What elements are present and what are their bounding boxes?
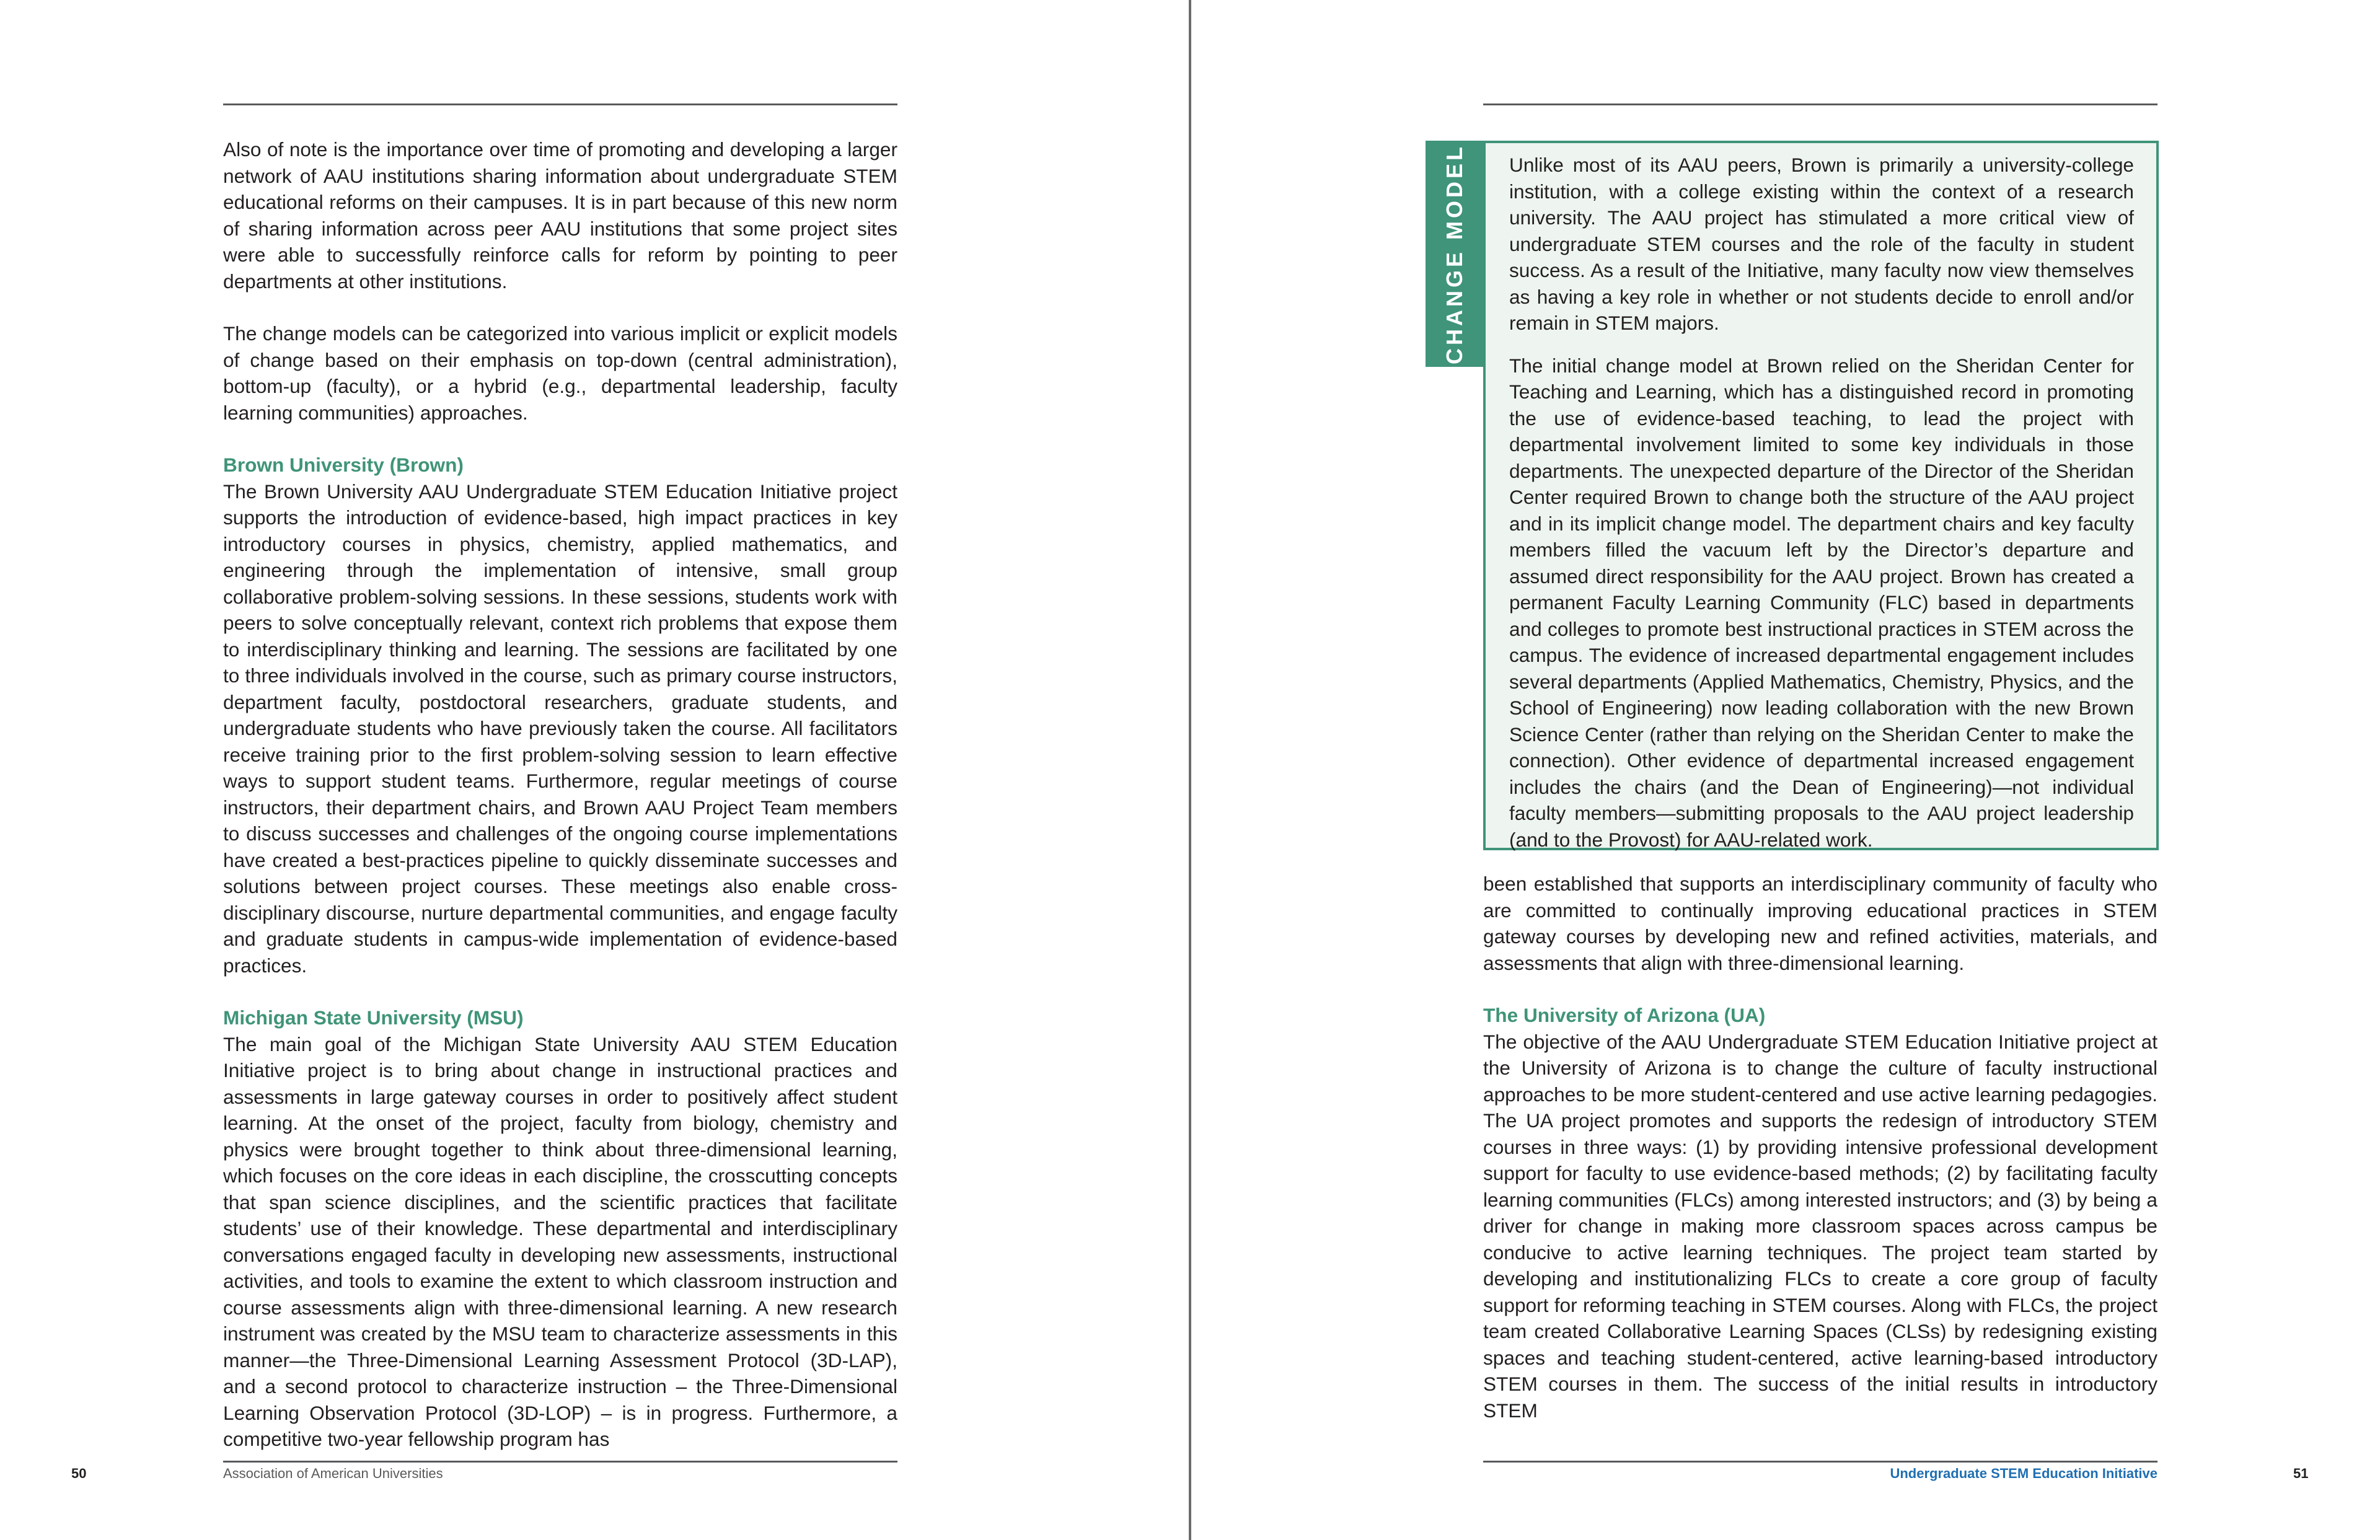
change-model-tab-label: CHANGE MODEL xyxy=(1441,143,1467,364)
page-number-left: 50 xyxy=(71,1466,87,1481)
header-rule-right xyxy=(1483,103,2157,105)
ua-heading: The University of Arizona (UA) xyxy=(1483,1004,1766,1026)
msu-body: The main goal of the Michigan State University AAU STEM Education Initiative project is to bring about change in instructional practices and assessments in large gateway courses in order to positively affect student learning. At the onset of the project, faculty from biology, chemistry and physics were brought together to think about three-dimensional learning, which focuses on the core ideas in each discipline, the crosscutting concepts that span science disciplines, and the scientific practices that facilitate students’ use of their knowledge. These departmental and interdisciplinary conversations engaged faculty in developing new assessments, instructional activities, and tools to examine the extent to which classroom instruction and course assessments align with three-dimensional learning. A new research instrument was created by the MSU team to characterize assessments in this manner—the Three-Dimensional Learning Assessment Protocol (3D-LAP), and a second protocol to characterize instruction – the Three-Dimensional Learning Observation Protocol (3D-LOP) – is in progress. Furthermore, a competitive two-year fellowship program has xyxy=(223,1032,897,1450)
footer-title: Undergraduate STEM Education Initiative xyxy=(1890,1466,2157,1481)
intro-paragraph: Also of note is the importance over time of promoting and developing a larger network of AAU institutions sharing information about undergraduate STEM educational reforms on their campuses. It is in part because of this new norm of sharing information across peer AAU institutions that some project sites were able to successfully reinforce calls for reform by pointing to peer departments at other institutions. xyxy=(223,138,897,293)
change-model-paragraph-2: The initial change model at Brown relied on the Sheridan Center for Teaching and Learning, which has a distinguished record in promoting the use of evidence-based teaching, to lead the project with departmental involvement limited to some key individuals in those departments. The unexpected departure of the Director of the Sheridan Center required Brown to change both the structure of the AAU project and in its implicit change model. The department chairs and key faculty members filled the vacuum left by the Director’s departure and assumed direct responsibility for the AAU project. Brown has created a permanent Faculty Learning Community (FLC) based in departments and colleges to promote best instructional practices in STEM across the campus. The evidence of increased departmental engagement includes several departments (Applied Mathematics, Chemistry, Physics, and the School of Engineering) now leading collaboration with the new Brown Science Center (rather than relying on the Sheridan Center to make the connection). Other evidence of departmental increased engagement includes the chairs (and the Dean of Engineering)—not individual faculty members—submitting proposals to the AAU project leadership (and to the Provost) for AAU-related work. xyxy=(1509,354,2134,851)
msu-continuation: been established that supports an interdisciplinary community of faculty who are committed to continually improving educational practices in STEM gateway courses by developing new and refined activities, materials, and assessments that align with three-dimensional learning. xyxy=(1483,873,2157,974)
page-number-right: 51 xyxy=(2293,1466,2309,1481)
footer-org: Association of American Universities xyxy=(223,1466,443,1481)
left-page xyxy=(0,0,1189,1540)
right-column xyxy=(1483,871,2157,1423)
ua-body: The objective of the AAU Undergraduate STEM Education Initiative project at the University of Arizona is to change the culture of faculty instructional approaches to be more student-centered and use active learning pedagogies. The UA project promotes and supports the redesign of introductory STEM courses in three ways: (1) by providing intensive professional development support for faculty to use evidence-based methods; (2) by facilitating faculty learning communities (FLCs) among interested instructors; and (3) by being a driver for change in making more classroom spaces across campus be conducive to active learning techniques. The project team started by developing and institutionalizing FLCs to create a core group of faculty support for reforming teaching in STEM courses. Along with FLCs, the project team created Collaborative Learning Spaces (CLSs) by redesigning existing spaces and teaching student-centered, active learning-based introductory STEM courses in them. The success of the initial results in introductory STEM xyxy=(1483,1030,2157,1422)
msu-heading: Michigan State University (MSU) xyxy=(223,1006,524,1029)
change-model-paragraph-1: Unlike most of its AAU peers, Brown is primarily a university-college institution, with a college existing within the context of a research university. The AAU project has stimulated a more critical view of undergraduate STEM courses and the role of the faculty in student success. As a result of the Initiative, many faculty now view themselves as having a key role in whether or not students decide to enroll and/or remain in STEM majors. xyxy=(1509,154,2134,334)
left-column xyxy=(223,136,897,1453)
brown-heading: Brown University (Brown) xyxy=(223,454,464,476)
change-model-tab xyxy=(1426,141,1483,367)
brown-body: The Brown University AAU Undergraduate STEM Education Initiative project supports the introduction of evidence-based, high impact practices in key introductory courses in physics, chemistry, applied mathematics, and engineering through the implementation of intensive, small group collaborative problem-solving sessions. In these sessions, students work with peers to solve conceptually relevant, context rich problems that expose them to interdisciplinary thinking and learning. The sessions are facilitated by one to three individuals involved in the course, such as primary course instructors, department faculty, postdoctoral researchers, graduate students, and undergraduate students who have previously taken the course. All facilitators receive training prior to the first problem-solving session to learn effective ways to support student teams. Furthermore, regular meetings of course instructors, their department chairs, and Brown AAU Project Team members to discuss successes and challenges of the ongoing course implementations have created a best-practices pipeline to quickly disseminate successes and solutions between project courses. These meetings also enable cross-disciplinary discourse, nurture departmental communities, and engage faculty and graduate students in campus-wide implementation of evidence-based practices. xyxy=(223,480,897,977)
footer-rule xyxy=(223,1461,897,1463)
change-model-box xyxy=(1483,141,2159,850)
header-rule xyxy=(223,103,897,105)
change-models-paragraph: The change models can be categorized into various implicit or explicit models of change based on their emphasis on top-down (central administration), bottom-up (faculty), or a hybrid (e.g., departmental leadership, faculty learning communities) approaches. xyxy=(223,322,897,424)
footer-rule-right xyxy=(1483,1461,2157,1463)
